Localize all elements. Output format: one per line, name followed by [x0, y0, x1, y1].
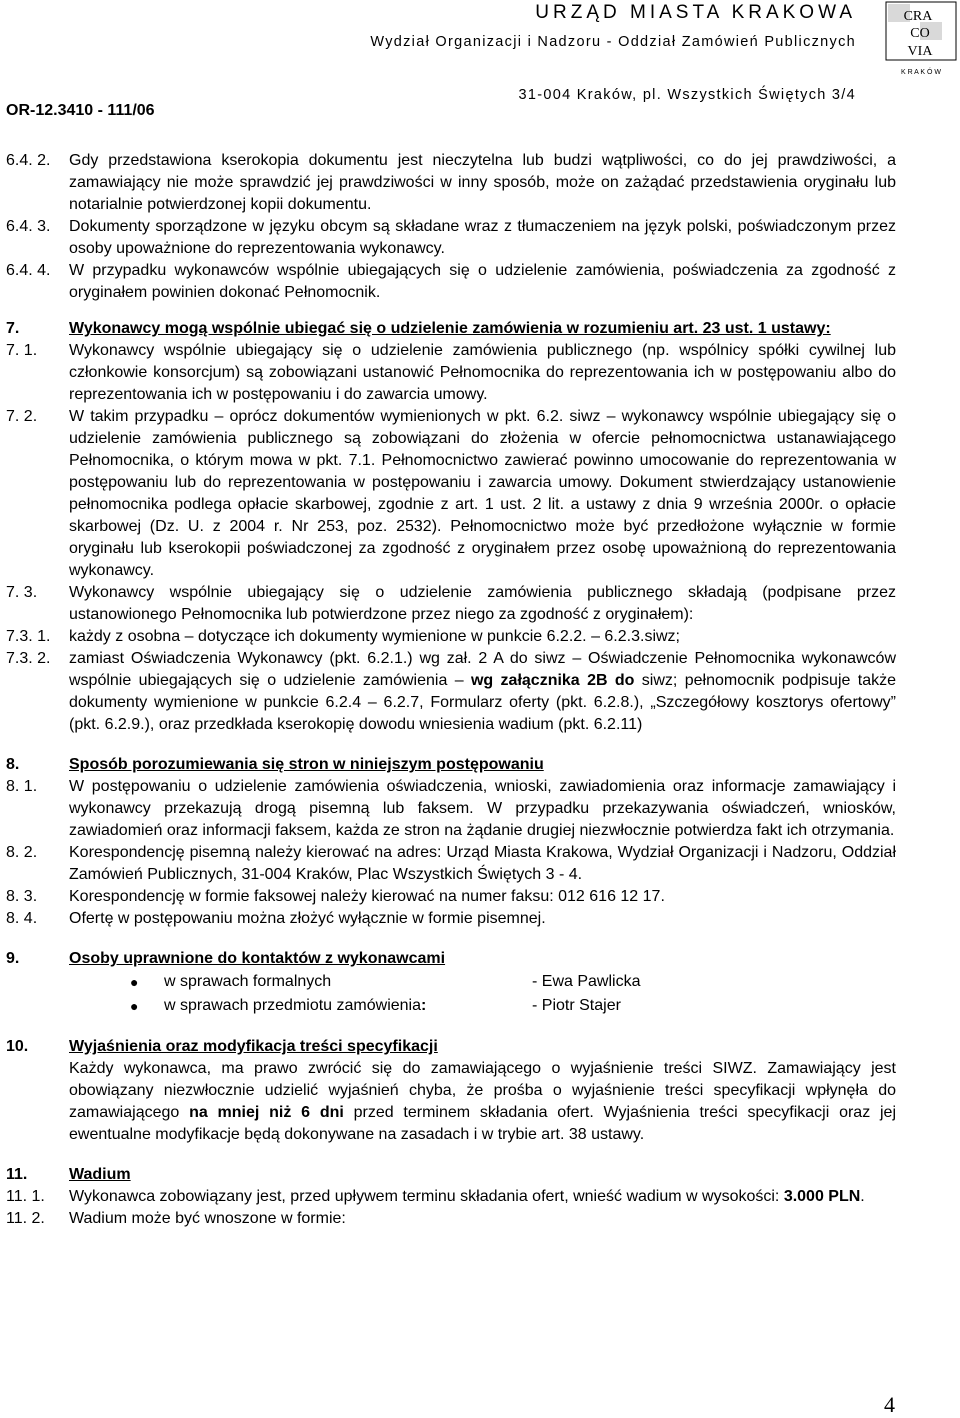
- item-number: 8. 4.: [6, 910, 38, 927]
- contact-person: - Ewa Pawlicka: [532, 973, 641, 990]
- document-reference: OR-12.3410 - 111/06: [6, 102, 155, 119]
- bullet-icon: ●: [130, 998, 139, 1014]
- item-text: Korespondencję pisemną należy kierować na adres: Urząd Miasta Krakowa, Wydział Organizacji i Nadzoru, Oddział Zamówień Publicznych, 31-004 Kraków, Plac Wszystkich Świętych 3 - 4.: [69, 844, 896, 883]
- item-number: 7.3. 2.: [6, 650, 51, 667]
- logo-line-2: CO: [910, 26, 930, 41]
- list-item: [6, 1186, 896, 1208]
- list-item: [6, 1208, 896, 1230]
- cracovia-logo: [876, 0, 960, 78]
- contact-role: w sprawach formalnych: [164, 973, 332, 990]
- list-item: [6, 216, 896, 260]
- item-text: Wadium może być wnoszone w formie:: [69, 1210, 346, 1227]
- list-item: [6, 626, 896, 648]
- item-text: Wykonawcy wspólnie ubiegający się o udzielenie zamówienia publicznego składają (podpisane przez ustanowionego Pełnomocnika lub potwierdzone przez niego za zgodność z oryginałem):: [69, 584, 896, 623]
- bullet-icon: ●: [130, 974, 139, 990]
- section-heading: [6, 318, 896, 340]
- attachment-reference: wg załącznika 2B do: [470, 672, 635, 689]
- wadium-amount: 3.000 PLN: [783, 1188, 861, 1205]
- item-number: 8. 2.: [6, 844, 38, 861]
- contact-list: [6, 970, 896, 1018]
- header-org: URZĄD MIASTA KRAKOWA: [535, 2, 856, 23]
- list-item: [6, 340, 896, 406]
- item-text: Dokumenty sporządzone w języku obcym są składane wraz z tłumaczeniem na język polski, poświadczonym przez osoby upoważnione do reprezentowania wykonawcy.: [69, 218, 896, 257]
- item-text: Korespondencję w formie faksowej należy kierować na numer faksu: 012 616 12 17.: [69, 888, 665, 905]
- page-number: 4: [884, 1392, 895, 1417]
- logo-line-3: VIA: [907, 44, 933, 59]
- contact-person: - Piotr Stajer: [532, 997, 621, 1014]
- header-dept: Wydział Organizacji i Nadzoru - Oddział Zamówień Publicznych: [370, 34, 856, 50]
- section-number: 9.: [6, 950, 20, 967]
- header-address: 31-004 Kraków, pl. Wszystkich Świętych 3/4: [518, 87, 856, 103]
- logo-line-1: CRA: [903, 9, 933, 24]
- deadline-emphasis: na mniej niż 6 dni: [189, 1104, 344, 1121]
- list-item: [6, 776, 896, 842]
- list-item: [6, 1058, 896, 1146]
- item-text: W przypadku wykonawców wspólnie ubiegających się o udzielenie zamówienia, poświadczenia za zgodność z oryginałem powinien dokonać Pełnomocnik.: [69, 262, 896, 301]
- list-item: [6, 842, 896, 886]
- list-item: [6, 260, 896, 304]
- document-body: [6, 150, 896, 1230]
- section-number: 7.: [6, 320, 20, 337]
- list-item: [6, 150, 896, 216]
- item-number: 7. 1.: [6, 342, 38, 359]
- item-text: Wykonawcy wspólnie ubiegający się o udzielenie zamówienia publicznego (np. wspólnicy spółki cywilnej lub członkowie konsorcjum) są zobowiązani ustanowić Pełnomocnika do reprezentowania ich w postępowaniu albo do reprezentowania ich w postępowaniu i do zawarcia umowy.: [69, 342, 896, 403]
- item-number: 8. 1.: [6, 778, 38, 795]
- list-item: [6, 886, 896, 908]
- item-number: 6.4. 4.: [6, 262, 51, 279]
- item-number: 7. 3.: [6, 584, 38, 601]
- item-text: Gdy przedstawiona kserokopia dokumentu jest nieczytelna lub budzi wątpliwości, co do jej prawdziwości, a zamawiający nie może sprawdzić jej prawdziwości w inny sposób, może on zażądać przedstawienia oryginału lub notarialnie potwierdzonej kopii dokumentu.: [69, 152, 896, 213]
- item-text: Ofertę w postępowaniu można złożyć wyłącznie w formie pisemnej.: [69, 910, 546, 927]
- item-text: W postępowaniu o udzielenie zamówienia oświadczenia, wnioski, zawiadomienia oraz informacje zamawiający i wykonawcy przekazują drogą pisemną lub faksem. W przypadku przekazywania oświadczeń, wniosków, zawiadomień oraz informacji faksem, każda ze stron na żądanie drugiej niezwłocznie potwierdza fakt ich otrzymania.: [69, 778, 896, 839]
- item-number: 11. 2.: [6, 1210, 45, 1227]
- item-number: 6.4. 3.: [6, 218, 51, 235]
- list-item: [6, 908, 896, 930]
- section-heading: [6, 1164, 896, 1186]
- section-title: Wykonawcy mogą wspólnie ubiegać się o udzielenie zamówienia w rozumieniu art. 23 ust. 1 ustawy:: [69, 320, 831, 337]
- item-number: 8. 3.: [6, 888, 38, 905]
- item-text: każdy z osobna – dotyczące ich dokumenty wymienione w punkcie 6.2.2. – 6.2.3.siwz;: [69, 628, 680, 645]
- section-heading: [6, 948, 896, 970]
- item-number: 7.3. 1.: [6, 628, 51, 645]
- item-text: Każdy wykonawca, ma prawo zwrócić się do zamawiającego o wyjaśnienie treści SIWZ. Zamawiający jest obowiązany niezwłocznie udzielić wyjaśnień chyba, że prośba o wyjaśnienie treści specyfikacji wpłynęła do zamawiającego na mniej niż 6 dni przed terminem składania ofert. Wyjaśnienia treści specyfikacji oraz jej ewentualne modyfikacje będą dokonywane na zasadach i w trybie art. 38 ustawy.: [69, 1060, 896, 1143]
- item-number: 6.4. 2.: [6, 152, 51, 169]
- list-item: [6, 406, 896, 582]
- list-item: [130, 994, 896, 1018]
- section-title: Sposób porozumiewania się stron w niniejszym postępowaniu: [69, 756, 544, 773]
- item-text: Wykonawca zobowiązany jest, przed upływem terminu składania ofert, wnieść wadium w wysokości: 3.000 PLN.: [69, 1188, 865, 1205]
- contact-role: w sprawach przedmiotu zamówienia:: [164, 997, 427, 1014]
- list-item: [130, 970, 896, 994]
- list-item: [6, 582, 896, 626]
- list-item: [6, 648, 896, 736]
- section-title: Wadium: [69, 1166, 131, 1183]
- section-number: 10.: [6, 1038, 29, 1055]
- section-title: Wyjaśnienia oraz modyfikacja treści specyfikacji: [69, 1038, 438, 1055]
- section-heading: [6, 754, 896, 776]
- section-title: Osoby uprawnione do kontaktów z wykonawcami: [69, 950, 446, 967]
- item-text: zamiast Oświadczenia Wykonawcy (pkt. 6.2.1.) wg zał. 2 A do siwz – Oświadczenie Pełnomocnika wykonawców wspólnie ubiegających się o udzielenie zamówienia – wg załącznika 2B do siwz; pełnomocnik podpisuje także dokumenty wymienione w punkcie 6.2.4 – 6.2.7, Formularz oferty (pkt. 6.2.8.), „Szczegółowy kosztorys ofertowy” (pkt. 6.2.9.), oraz przedkłada kserokopię dowodu wniesienia wadium (pkt. 6.2.11): [69, 650, 897, 733]
- logo-caption: K R A K Ó W: [900, 69, 942, 76]
- section-number: 8.: [6, 756, 20, 773]
- section-number: 11.: [6, 1166, 28, 1183]
- section-heading: [6, 1036, 896, 1058]
- item-text: W takim przypadku – oprócz dokumentów wymienionych w pkt. 6.2. siwz – wykonawcy wspólnie ubiegający się o udzielenie zamówienia publicznego są zobowiązani do złożenia w ofercie pełnomocnictwa ustanawiającego Pełnomocnika, o którym mowa w pkt. 7.1. Pełnomocnictwo zawierać powinno umocowanie do reprezentowania w postępowaniu lub do reprezentowania w postępowaniu i zawarcia umowy. Dokument stwierdzający ustanowienie pełnomocnika podlega opłacie skarbowej, zgodnie z art. 1 ust. 2 lit. a ustawy z dnia 9 września 2000r. o opłacie skarbowej (Dz. U. z 2004 r. Nr 253, poz. 2532). Pełnomocnictwo może być przedłożone wyłącznie w formie oryginału lub kserokopii poświadczonej za zgodność z oryginałem przez osobę upoważnioną do reprezentowania wykonawcy.: [69, 408, 896, 579]
- item-number: 7. 2.: [6, 408, 38, 425]
- item-number: 11. 1.: [6, 1188, 45, 1205]
